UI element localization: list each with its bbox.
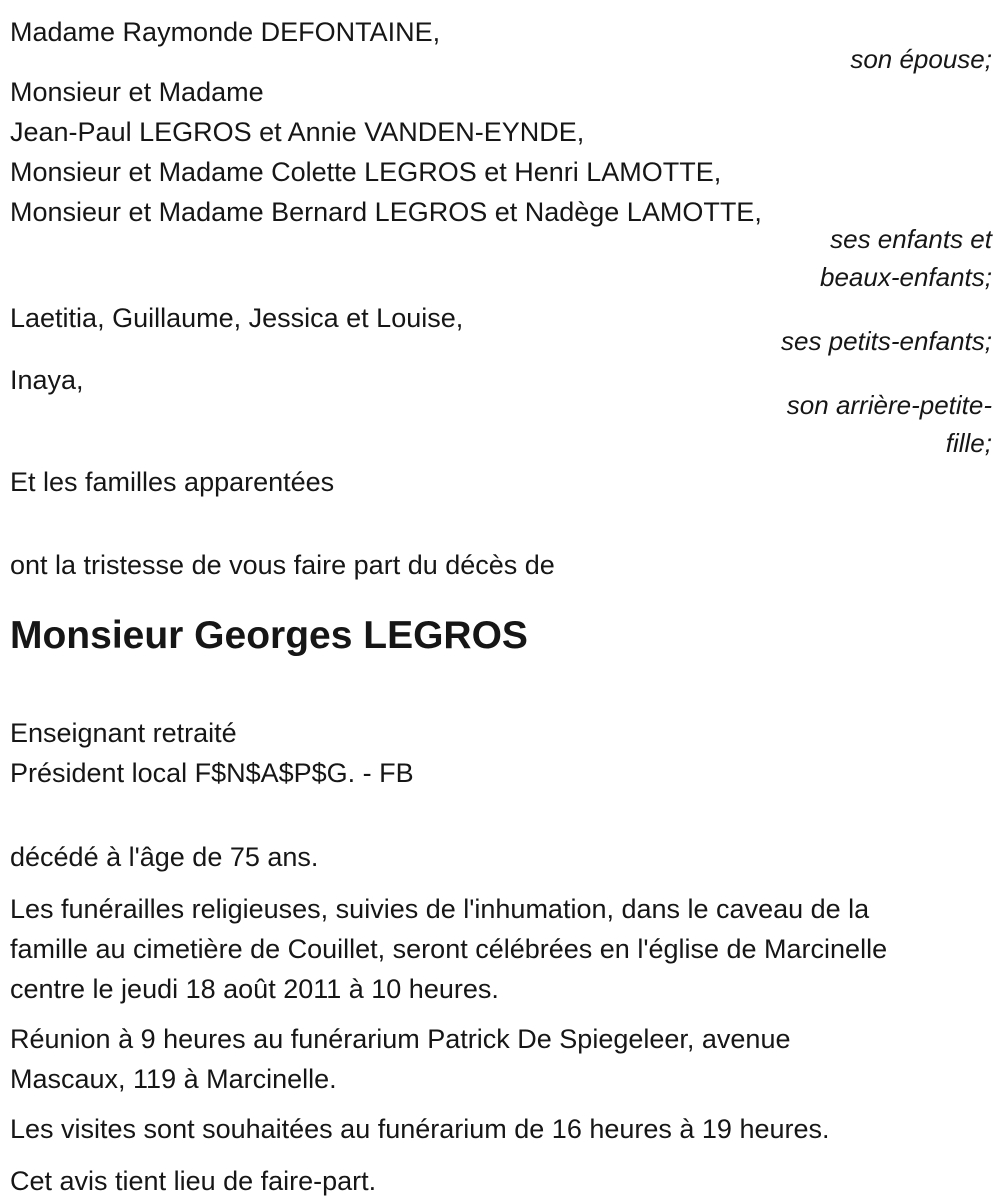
meeting-details-line: Réunion à 9 heures au funérarium Patrick De Spiegeleer, avenue <box>10 1024 791 1054</box>
deceased-name-heading: Monsieur Georges LEGROS <box>10 614 528 657</box>
death-age-line: décédé à l'âge de 75 ans. <box>10 842 319 872</box>
deceased-title-line: Enseignant retraité <box>10 718 237 748</box>
grandchildren-name-line: Laetitia, Guillaume, Jessica et Louise, <box>10 303 464 333</box>
great-grandchild-relation-label: son arrière-petite- <box>786 390 992 420</box>
deceased-title-line: Président local F$N$A$P$G. - FB <box>10 758 414 788</box>
great-grandchild-relation-label: fille; <box>945 428 992 458</box>
children-name-line: Monsieur et Madame Bernard LEGROS et Nadège LAMOTTE, <box>10 197 762 227</box>
announcement-line: ont la tristesse de vous faire part du décès de <box>10 550 555 580</box>
children-name-line: Monsieur et Madame Colette LEGROS et Henri LAMOTTE, <box>10 157 722 187</box>
grandchildren-relation-label: ses petits-enfants; <box>781 326 992 356</box>
children-relation-label: ses enfants et <box>830 224 992 254</box>
funeral-details-line: Les funérailles religieuses, suivies de l'inhumation, dans le caveau de la <box>10 894 870 924</box>
children-relation-label: beaux-enfants; <box>819 262 992 292</box>
children-name-line: Jean-Paul LEGROS et Annie VANDEN-EYNDE, <box>10 117 585 147</box>
related-families-line: Et les familles apparentées <box>10 467 335 497</box>
great-grandchild-name-line: Inaya, <box>10 365 84 395</box>
spouse-name: Madame Raymonde DEFONTAINE, <box>10 17 441 47</box>
spouse-relation-label: son épouse; <box>850 44 992 74</box>
closing-line: Cet avis tient lieu de faire-part. <box>10 1166 377 1196</box>
visits-line: Les visites sont souhaitées au funérarium de 16 heures à 19 heures. <box>10 1114 830 1144</box>
funeral-details-line: famille au cimetière de Couillet, seront célébrées en l'église de Marcinelle <box>10 934 888 964</box>
children-name-line: Monsieur et Madame <box>10 77 264 107</box>
meeting-details-line: Mascaux, 119 à Marcinelle. <box>10 1064 337 1094</box>
funeral-details-line: centre le jeudi 18 août 2011 à 10 heures. <box>10 974 499 1004</box>
